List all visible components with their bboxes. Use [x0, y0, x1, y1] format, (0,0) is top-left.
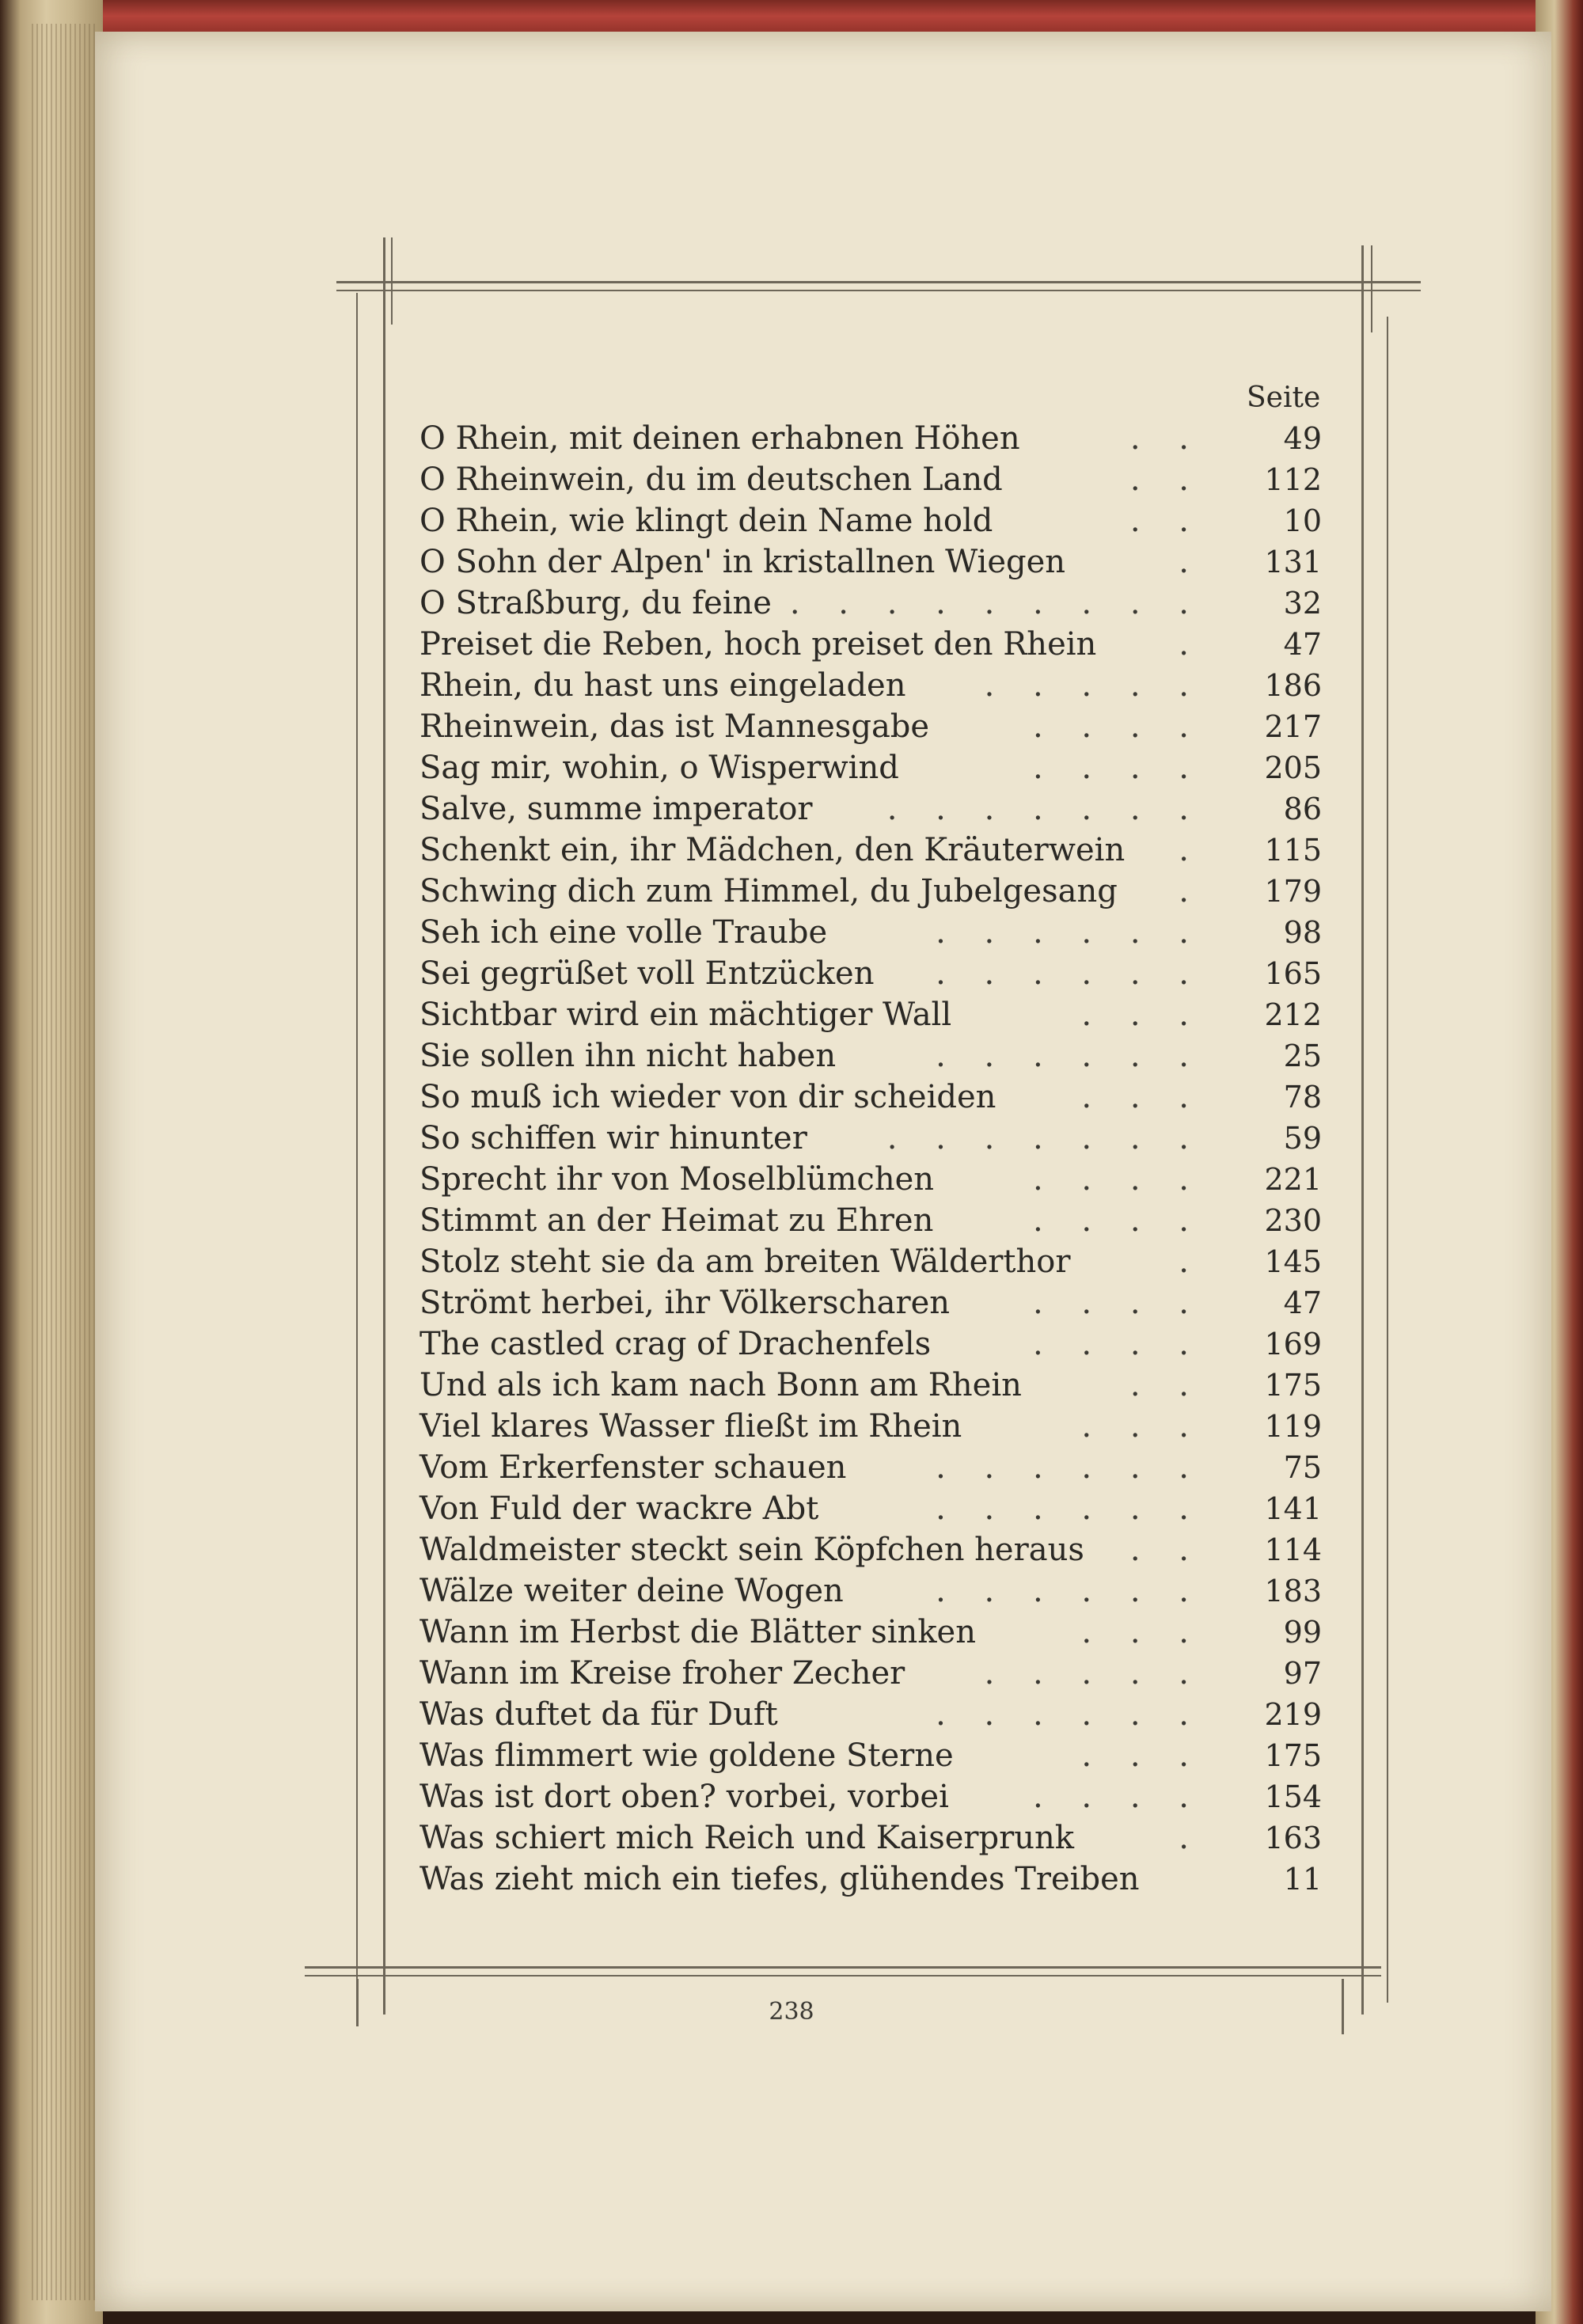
toc-entry-leader-dots: . . .: [1081, 1408, 1203, 1445]
frame-outer-right-rule: [1387, 317, 1388, 2003]
frame-top-rule: [336, 281, 1421, 283]
toc-entry-leader-dots: . . . . . .: [936, 955, 1203, 992]
toc-entry-page: 145: [1264, 1244, 1322, 1279]
toc-entry-title: Sprecht ihr von Moselblümchen: [419, 1161, 935, 1198]
toc-entry: [419, 624, 1322, 665]
toc-entry-title: O Rhein, mit deinen erhabnen Höhen: [419, 420, 1020, 457]
toc-entry: [419, 418, 1322, 459]
toc-entry-page: 119: [1264, 1409, 1322, 1444]
toc-entry-title: Wann im Kreise froher Zecher: [419, 1655, 905, 1692]
frame-outer-left-rule: [356, 293, 358, 1995]
toc-entry-page: 98: [1283, 915, 1322, 950]
toc-entry-leader-dots: . . . . . .: [936, 1490, 1203, 1527]
toc-entry-page: 179: [1264, 874, 1322, 909]
toc-entry-title: Und als ich kam nach Bonn am Rhein: [419, 1367, 1022, 1403]
toc-entry-title: Wann im Herbst die Blätter sinken: [419, 1614, 976, 1650]
toc-entry-leader-dots: . . . .: [1032, 1779, 1203, 1815]
toc-entry: [419, 912, 1322, 953]
toc-entry-leader-dots: . . . .: [1032, 708, 1203, 745]
toc-entry-leader-dots: .: [1179, 544, 1203, 580]
toc-entry-page: 212: [1264, 997, 1322, 1032]
frame-top-rule-inner: [336, 290, 1421, 291]
toc-entry-leader-dots: . . .: [1081, 997, 1203, 1033]
toc-entry: [419, 1118, 1322, 1159]
toc-entry-page: 32: [1283, 586, 1322, 621]
toc-entry-page: 10: [1283, 503, 1322, 538]
toc-entry: [419, 1488, 1322, 1529]
toc-entry-page: 25: [1283, 1039, 1322, 1073]
toc-entry: [419, 1159, 1322, 1200]
toc-entry-leader-dots: . . . .: [1032, 1285, 1203, 1321]
toc-entry-leader-dots: . . . . . .: [936, 1573, 1203, 1609]
toc-entry: [419, 830, 1322, 871]
toc-entry-title: Wälze weiter deine Wogen: [419, 1573, 844, 1609]
toc-entry: [419, 1406, 1322, 1447]
toc-entry-page: 219: [1264, 1697, 1322, 1732]
toc-entry: [419, 583, 1322, 624]
toc-entry-leader-dots: .: [1179, 832, 1203, 868]
toc-entry: [419, 665, 1322, 706]
toc-entry: [419, 1776, 1322, 1817]
toc-entry-leader-dots: . . .: [1081, 1614, 1203, 1650]
toc-entry-page: 163: [1264, 1821, 1322, 1855]
toc-entry-title: Was flimmert wie goldene Sterne: [419, 1737, 954, 1774]
toc-entry-title: So schiffen wir hinunter: [419, 1120, 807, 1156]
toc-entry-title: O Sohn der Alpen' in kristallnen Wiegen: [419, 544, 1066, 580]
toc-entry-page: 59: [1283, 1121, 1322, 1156]
toc-entry-page: 78: [1283, 1080, 1322, 1115]
toc-entry-title: Sichtbar wird ein mächtiger Wall: [419, 997, 952, 1033]
toc-entry-title: Was ist dort oben? vorbei, vorbei: [419, 1779, 949, 1815]
toc-entry-page: 205: [1264, 750, 1322, 785]
toc-entry-title: Viel klares Wasser fließt im Rhein: [419, 1408, 962, 1445]
toc-entry-leader-dots: . . .: [1081, 1737, 1203, 1774]
toc-entry: [419, 1529, 1322, 1570]
toc-entry: [419, 994, 1322, 1035]
toc-entry-page: 141: [1264, 1491, 1322, 1526]
toc-entry-title: Schwing dich zum Himmel, du Jubelgesang: [419, 873, 1118, 909]
toc-entry: [419, 1570, 1322, 1612]
toc-entry-page: 165: [1264, 956, 1322, 991]
toc-entry-page: 86: [1283, 792, 1322, 826]
toc-entry-page: 221: [1264, 1162, 1322, 1197]
frame-left-rule: [383, 237, 385, 2015]
toc-entry-page: 114: [1264, 1532, 1322, 1567]
frame-bottom-rule: [305, 1966, 1381, 1969]
toc-entry: [419, 1447, 1322, 1488]
toc-entry-title: The castled crag of Drachenfels: [419, 1326, 932, 1362]
toc-entry-title: Schenkt ein, ihr Mädchen, den Kräuterwein: [419, 832, 1126, 868]
frame-right-rule-inner: [1371, 245, 1372, 332]
toc-entry-page: 169: [1264, 1327, 1322, 1361]
toc-entry-leader-dots: . . . . . . .: [886, 1120, 1203, 1156]
toc-entry: [419, 1323, 1322, 1365]
toc-entry: [419, 1735, 1322, 1776]
toc-entry-page: 175: [1264, 1368, 1322, 1403]
toc-entry: [419, 1035, 1322, 1077]
toc-entry: [419, 871, 1322, 912]
toc-entry-page: 112: [1264, 462, 1322, 497]
toc-entry: [419, 1365, 1322, 1406]
toc-entry-title: O Rhein, wie klingt dein Name hold: [419, 503, 993, 539]
toc-entry-page: 99: [1283, 1615, 1322, 1650]
toc-entry-page: 230: [1264, 1203, 1322, 1238]
toc-entry-leader-dots: . . . .: [1032, 750, 1203, 786]
toc-entry-leader-dots: . . .: [1081, 1079, 1203, 1115]
toc-entry-page: 154: [1264, 1779, 1322, 1814]
toc-entry-leader-dots: . . . .: [1032, 1326, 1203, 1362]
toc-entry-page: 186: [1264, 668, 1322, 703]
toc-entry-leader-dots: . .: [1129, 503, 1203, 539]
toc-entry-leader-dots: . . . . .: [984, 667, 1203, 704]
toc-entry: [419, 1694, 1322, 1735]
toc-entry-title: O Rheinwein, du im deutschen Land: [419, 461, 1003, 498]
toc-entry: [419, 541, 1322, 583]
frame-right-rule: [1361, 245, 1364, 2015]
toc-entry-page: 75: [1283, 1450, 1322, 1485]
toc-entry: [419, 1282, 1322, 1323]
toc-entry-title: Sag mir, wohin, o Wisperwind: [419, 750, 899, 786]
toc-entry: [419, 500, 1322, 541]
toc-entry-title: Sie sollen ihn nicht haben: [419, 1038, 837, 1074]
frame-left-rule-inner: [391, 237, 393, 325]
toc-entry-leader-dots: . . . .: [1032, 1161, 1203, 1198]
toc-entry-leader-dots: . .: [1129, 420, 1203, 457]
book-page-edges: [32, 24, 95, 2300]
toc-entry-title: O Straßburg, du feine: [419, 585, 772, 621]
toc-entry: [419, 706, 1322, 747]
toc-entry-leader-dots: . . . . . .: [936, 1696, 1203, 1733]
toc-entry-title: Stimmt an der Heimat zu Ehren: [419, 1202, 934, 1239]
toc-entry-leader-dots: . . . . . .: [936, 1449, 1203, 1486]
frame-bottom-rule-inner: [305, 1975, 1381, 1977]
toc-entry-title: Preiset die Reben, hoch preiset den Rhein: [419, 626, 1097, 663]
book-top-edge: [0, 0, 1583, 36]
toc-entry-leader-dots: . . . . . .: [936, 1038, 1203, 1074]
toc-entry-title: Waldmeister steckt sein Köpfchen heraus: [419, 1532, 1084, 1568]
page-number: 238: [769, 1998, 814, 2026]
toc-entry-leader-dots: . .: [1129, 1367, 1203, 1403]
toc-entry-title: Seh ich eine volle Traube: [419, 914, 828, 951]
toc-entry-leader-dots: . . . . .: [984, 1655, 1203, 1692]
toc-entry-page: 11: [1283, 1862, 1322, 1897]
toc-entry-leader-dots: . .: [1129, 1532, 1203, 1568]
page-column-header: Seite: [1247, 382, 1321, 414]
toc-entry-title: Rheinwein, das ist Mannesgabe: [419, 708, 930, 745]
toc-entry: [419, 1200, 1322, 1241]
toc-entry: [419, 1653, 1322, 1694]
toc-entry-title: Was schiert mich Reich und Kaiserprunk: [419, 1820, 1075, 1856]
toc-entry-title: So muß ich wieder von dir scheiden: [419, 1079, 996, 1115]
toc-entry-page: 47: [1283, 1285, 1322, 1320]
toc-entry-page: 115: [1264, 833, 1322, 868]
toc-entry-title: Von Fuld der wackre Abt: [419, 1490, 819, 1527]
toc-entry-leader-dots: . . . . . . . . .: [789, 585, 1203, 621]
toc-entry-leader-dots: . . . . . .: [936, 914, 1203, 951]
toc-entry: [419, 1077, 1322, 1118]
toc-entry: [419, 1817, 1322, 1859]
toc-entry-page: 97: [1283, 1656, 1322, 1691]
toc-entry-page: 183: [1264, 1574, 1322, 1608]
toc-entry-title: Rhein, du hast uns eingeladen: [419, 667, 906, 704]
toc-entry-title: Vom Erkerfenster schauen: [419, 1449, 847, 1486]
toc-entry-leader-dots: . .: [1129, 461, 1203, 498]
toc-entry-leader-dots: .: [1179, 1820, 1203, 1856]
toc-entry: [419, 1612, 1322, 1653]
toc-entry: [419, 747, 1322, 788]
toc-entry: [419, 1241, 1322, 1282]
toc-entry-page: 175: [1264, 1738, 1322, 1773]
toc-entry-page: 47: [1283, 627, 1322, 662]
table-of-contents: [419, 418, 1322, 1900]
toc-entry-title: Was duftet da für Duft: [419, 1696, 778, 1733]
toc-entry: [419, 788, 1322, 830]
toc-entry-title: Salve, summe imperator: [419, 791, 813, 827]
toc-entry-title: Stolz steht sie da am breiten Wälderthor: [419, 1244, 1071, 1280]
toc-entry: [419, 459, 1322, 500]
toc-entry-page: 217: [1264, 709, 1322, 744]
toc-entry-leader-dots: . . . .: [1032, 1202, 1203, 1239]
toc-entry-title: Strömt herbei, ihr Völkerscharen: [419, 1285, 951, 1321]
toc-entry-leader-dots: . . . . . . .: [886, 791, 1203, 827]
toc-entry-leader-dots: .: [1179, 873, 1203, 909]
toc-entry: [419, 953, 1322, 994]
toc-entry-leader-dots: .: [1179, 1244, 1203, 1280]
toc-entry-page: 49: [1283, 421, 1322, 456]
toc-entry: [419, 1859, 1322, 1900]
toc-entry-title: Sei gegrüßet voll Entzücken: [419, 955, 875, 992]
toc-entry-leader-dots: .: [1179, 626, 1203, 663]
toc-entry-page: 131: [1264, 545, 1322, 579]
toc-entry-title: Was zieht mich ein tiefes, glühendes Treiben: [419, 1861, 1140, 1897]
